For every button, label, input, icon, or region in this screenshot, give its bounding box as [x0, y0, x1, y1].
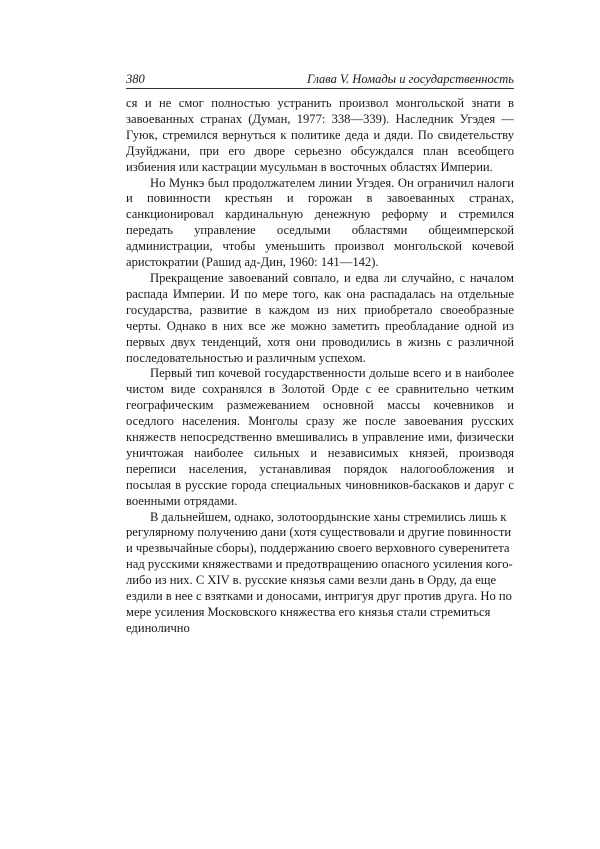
paragraph-4: Первый тип кочевой государственности дольше всего и в наиболее чистом виде сохранялся в Золотой Орде с ее сравнительно четким географическим размежеванием основной массы кочевников и оседлого населения. Монголы сразу же после завоевания русских княжеств непосредственно вмешивались в управление ими, физически уничтожая наиболее сильных и независимых князей, производя переписи населения, устанавливая порядок налогообложения и посылая в русские города специальных чиновников-баскаков и даруг с военными отрядами. — [126, 366, 514, 508]
page-number: 380 — [126, 72, 145, 86]
paragraph-2: Но Мункэ был продолжателем линии Угэдея. Он ограничил налоги и повинности крестьян и горожан в завоеванных странах, санкционировал кардинальную денежную реформу и стремился передать управление оседлыми областями общеимперской администрации, чтобы уменьшить произвол монгольской кочевой аристократии (Рашид ад-Дин, 1960: 141—142). — [126, 175, 514, 270]
paragraph-1: ся и не смог полностью устранить произвол монгольской знати в завоеванных странах (Думан, 1977: 338—339). Наследник Угэдея — Гуюк, стремился вернуться к политике деда и дяди. По свидетельству Дзуйджани, при его дворе серьезно обсуждался план всеобщего избиения или кастрации мусульман в восточных областях Империи. — [126, 96, 514, 174]
chapter-title: Глава V. Номады и государственность — [307, 72, 514, 86]
header-rule — [126, 88, 514, 89]
paragraph-3: Прекращение завоеваний совпало, и едва ли случайно, с началом распада Империи. И по мере того, как она распадалась на отдельные государства, развитие в каждом из них приобретало своеобразные черты. Однако в них все же можно заметить преобладание одной из первых двух тенденций, хотя они проводились в жизнь с различной последовательностью и различным успехом. — [126, 270, 514, 365]
paragraph-5: В дальнейшем, однако, золотоордынские ханы стремились лишь к регулярному получению дани (хотя существовали и другие повинности и чрезвычайные сборы), поддержанию своего верховного суверенитета над русскими княжествами и предотвращению опасного усиления кого-либо из них. С XIV в. русские князья сами везли дань в Орду, да еще ездили в нее с взятками и доносами, интригуя друг против друга. Но по мере усиления Московского княжества его князья стали стремиться единолично — [126, 509, 513, 635]
body-text — [126, 96, 514, 637]
